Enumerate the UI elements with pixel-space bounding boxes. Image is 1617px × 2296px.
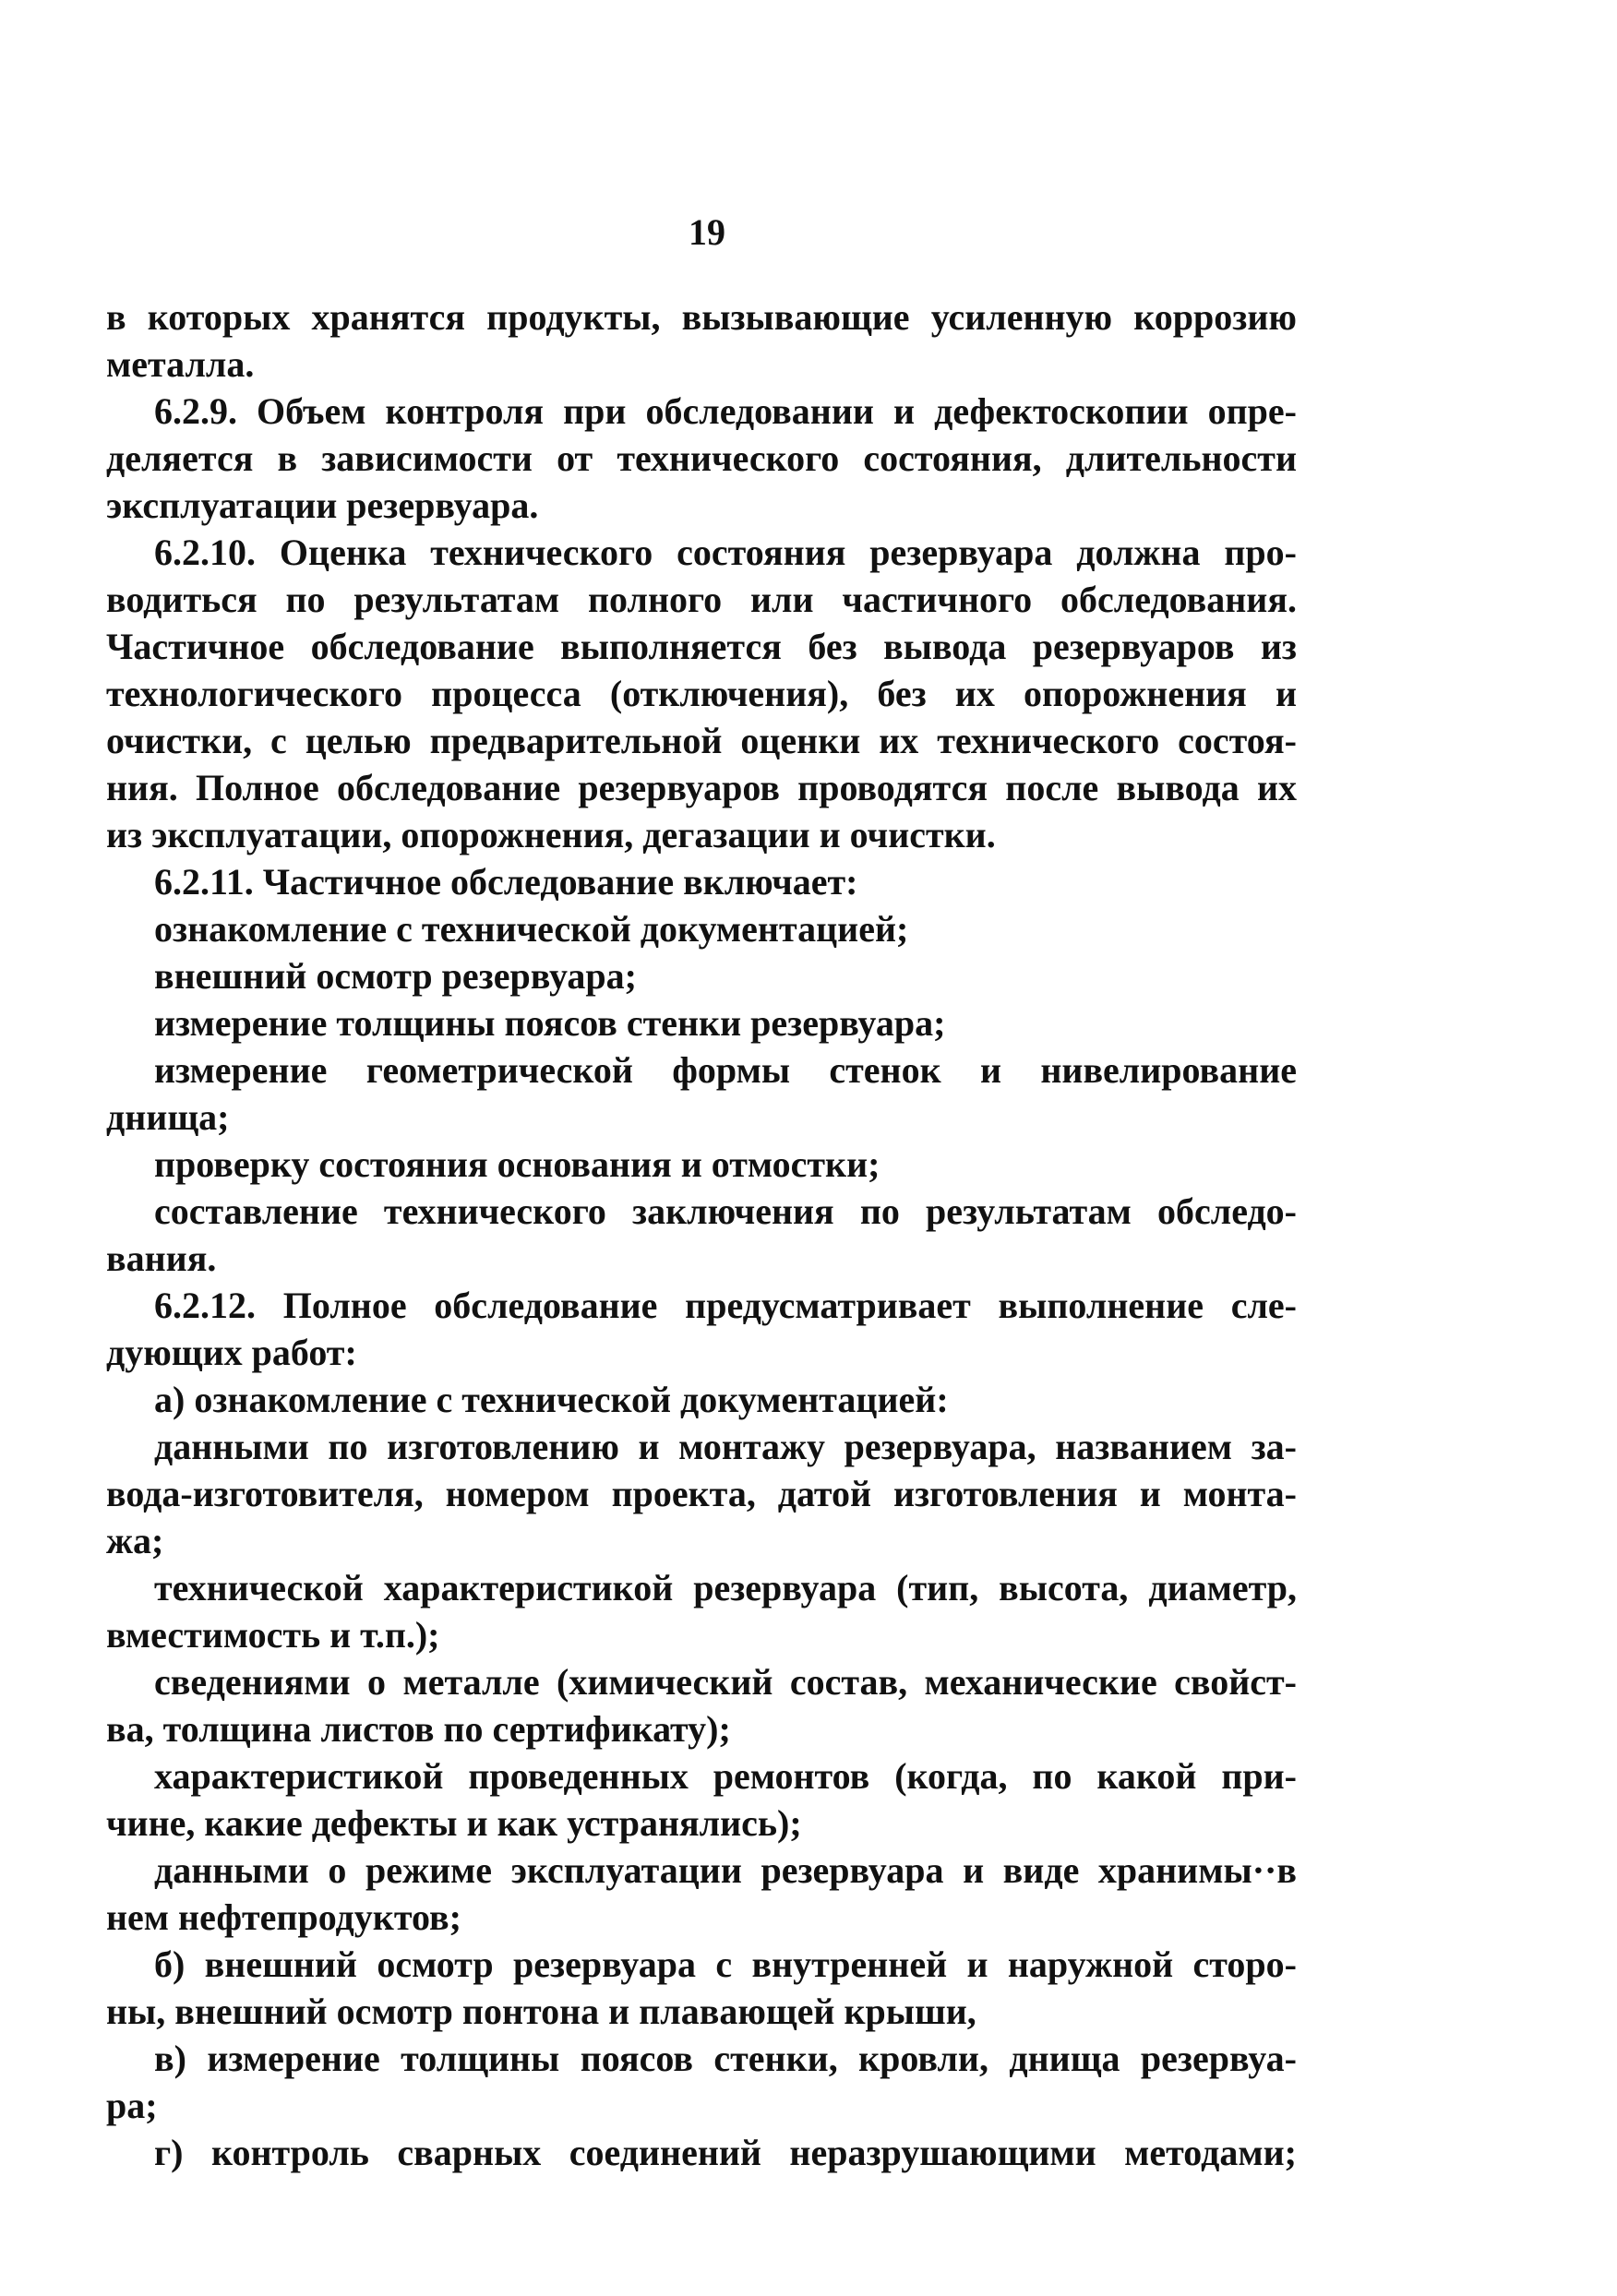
text-line: ра; (106, 2085, 158, 2126)
text-line: чине, какие дефекты и как устранялись); (106, 1802, 802, 1844)
text-line: нем нефтепродуктов; (106, 1896, 461, 1938)
text-line: 6.2.12. Полное обследование предусматривает выполнение сле- (154, 1285, 1297, 1326)
text-line: измерение толщины поясов стенки резервуара; (154, 1002, 946, 1044)
text-line: вместимость и т.п.); (106, 1614, 440, 1656)
text-line: Частичное обследование выполняется без вывода резервуаров из (106, 626, 1297, 667)
text-line: вода-изготовителя, номером проекта, датой изготовления и монта- (106, 1473, 1297, 1514)
text-line: составление технического заключения по результатам обследо- (154, 1190, 1297, 1232)
text-line: внешний осмотр резервуара; (154, 955, 637, 997)
text-line: водиться по результатам полного или частичного обследования. (106, 579, 1297, 620)
text-line: проверку состояния основания и отмостки; (154, 1143, 880, 1185)
text-line: из эксплуатации, опорожнения, дегазации и очистки. (106, 814, 996, 855)
text-line: 6.2.9. Объем контроля при обследовании и дефектоскопии опре- (154, 390, 1297, 432)
page-number: 19 (689, 211, 725, 253)
text-line: в которых хранятся продукты, вызывающие усиленную коррозию (106, 296, 1297, 338)
text-line: днища; (106, 1096, 230, 1138)
text-line: очистки, с целью предварительной оценки их технического состоя- (106, 720, 1297, 761)
text-line: г) контроль сварных соединений неразрушающими методами; (154, 2132, 1297, 2173)
text-line: характеристикой проведенных ремонтов (когда, по какой при- (154, 1755, 1297, 1797)
text-line: а) ознакомление с технической документацией: (154, 1379, 949, 1420)
text-line: б) внешний осмотр резервуара с внутренней и наружной сторо- (154, 1943, 1297, 1985)
text-line: 6.2.10. Оценка технического состояния резервуара должна про- (154, 532, 1297, 573)
text-line: эксплуатации резервуара. (106, 484, 539, 526)
text-line: жа; (106, 1520, 164, 1561)
text-line: деляется в зависимости от технического состояния, длительности (106, 437, 1297, 479)
text-line: данными по изготовлению и монтажу резервуара, названием за- (154, 1426, 1297, 1467)
text-line: ва, толщина листов по сертификату); (106, 1708, 731, 1750)
text-line: технологического процесса (отключения), без их опорожнения и (106, 673, 1297, 714)
text-line: ознакомление с технической документацией; (154, 908, 909, 950)
text-line: сведениями о металле (химический состав, механические свойст- (154, 1661, 1297, 1703)
text-line: дующих работ: (106, 1332, 357, 1373)
text-line: ния. Полное обследование резервуаров проводятся после вывода их (106, 767, 1297, 808)
text-line: данными о режиме эксплуатации резервуара и виде хранимы··в (154, 1849, 1297, 1891)
text-line: 6.2.11. Частичное обследование включает: (154, 861, 858, 903)
text-line: в) измерение толщины поясов стенки, кровли, днища резервуа- (154, 2038, 1297, 2079)
text-line: металла. (106, 343, 255, 385)
body-text (106, 293, 1297, 2176)
text-line: ны, внешний осмотр понтона и плавающей крыши, (106, 1991, 976, 2032)
text-line: технической характеристикой резервуара (тип, высота, диаметр, (154, 1567, 1297, 1608)
text-line: вания. (106, 1238, 217, 1279)
text-line: измерение геометрической формы стенок и нивелирование (154, 1049, 1297, 1091)
